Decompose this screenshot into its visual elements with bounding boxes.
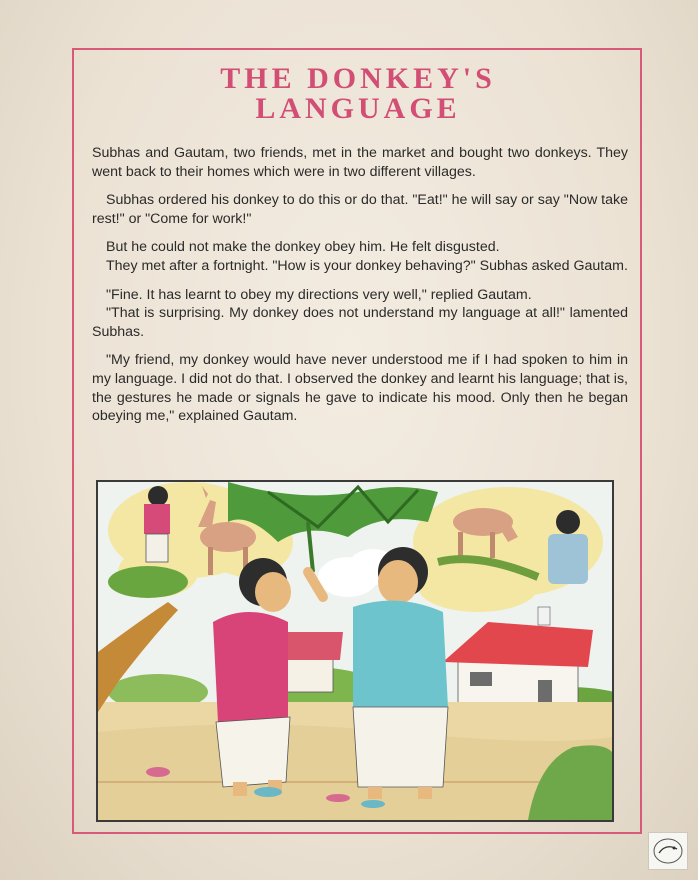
story-text <box>92 144 628 436</box>
story-paragraph-5: "Fine. It has learnt to obey my directions very well," replied Gautam. <box>106 286 532 303</box>
story-title-line-2: LANGUAGE <box>255 92 461 125</box>
story-illustration <box>96 480 614 822</box>
illustration-svg <box>98 482 612 820</box>
story-paragraph-2: Subhas ordered his donkey to do this or do that. "Eat!" he will say or say "Now take rest!" or "Come for work!" <box>92 192 628 227</box>
story-paragraph-3: But he could not make the donkey obey him. He felt disgusted. <box>106 239 500 256</box>
story-paragraph-6: "That is surprising. My donkey does not understand my language at all!" lamented Subhas. <box>92 305 628 340</box>
publisher-logo <box>648 832 688 870</box>
story-paragraph-4: They met after a fortnight. "How is your donkey behaving?" Subhas asked Gautam. <box>106 257 628 274</box>
story-paragraph-1: Subhas and Gautam, two friends, met in the market and bought two donkeys. They went back to their homes which were in two different villages. <box>92 145 628 180</box>
story-paragraph-7: "My friend, my donkey would have never understood me if I had spoken to him in my language. I did not do that. I observed the donkey and learnt his language; that is, the gestures he made or signals he gave to indicate his mood. Only then he began obeying me," explained Gautam. <box>92 352 628 425</box>
story-title-line-1: THE DONKEY'S <box>220 62 496 95</box>
donkey-icon <box>649 833 687 869</box>
